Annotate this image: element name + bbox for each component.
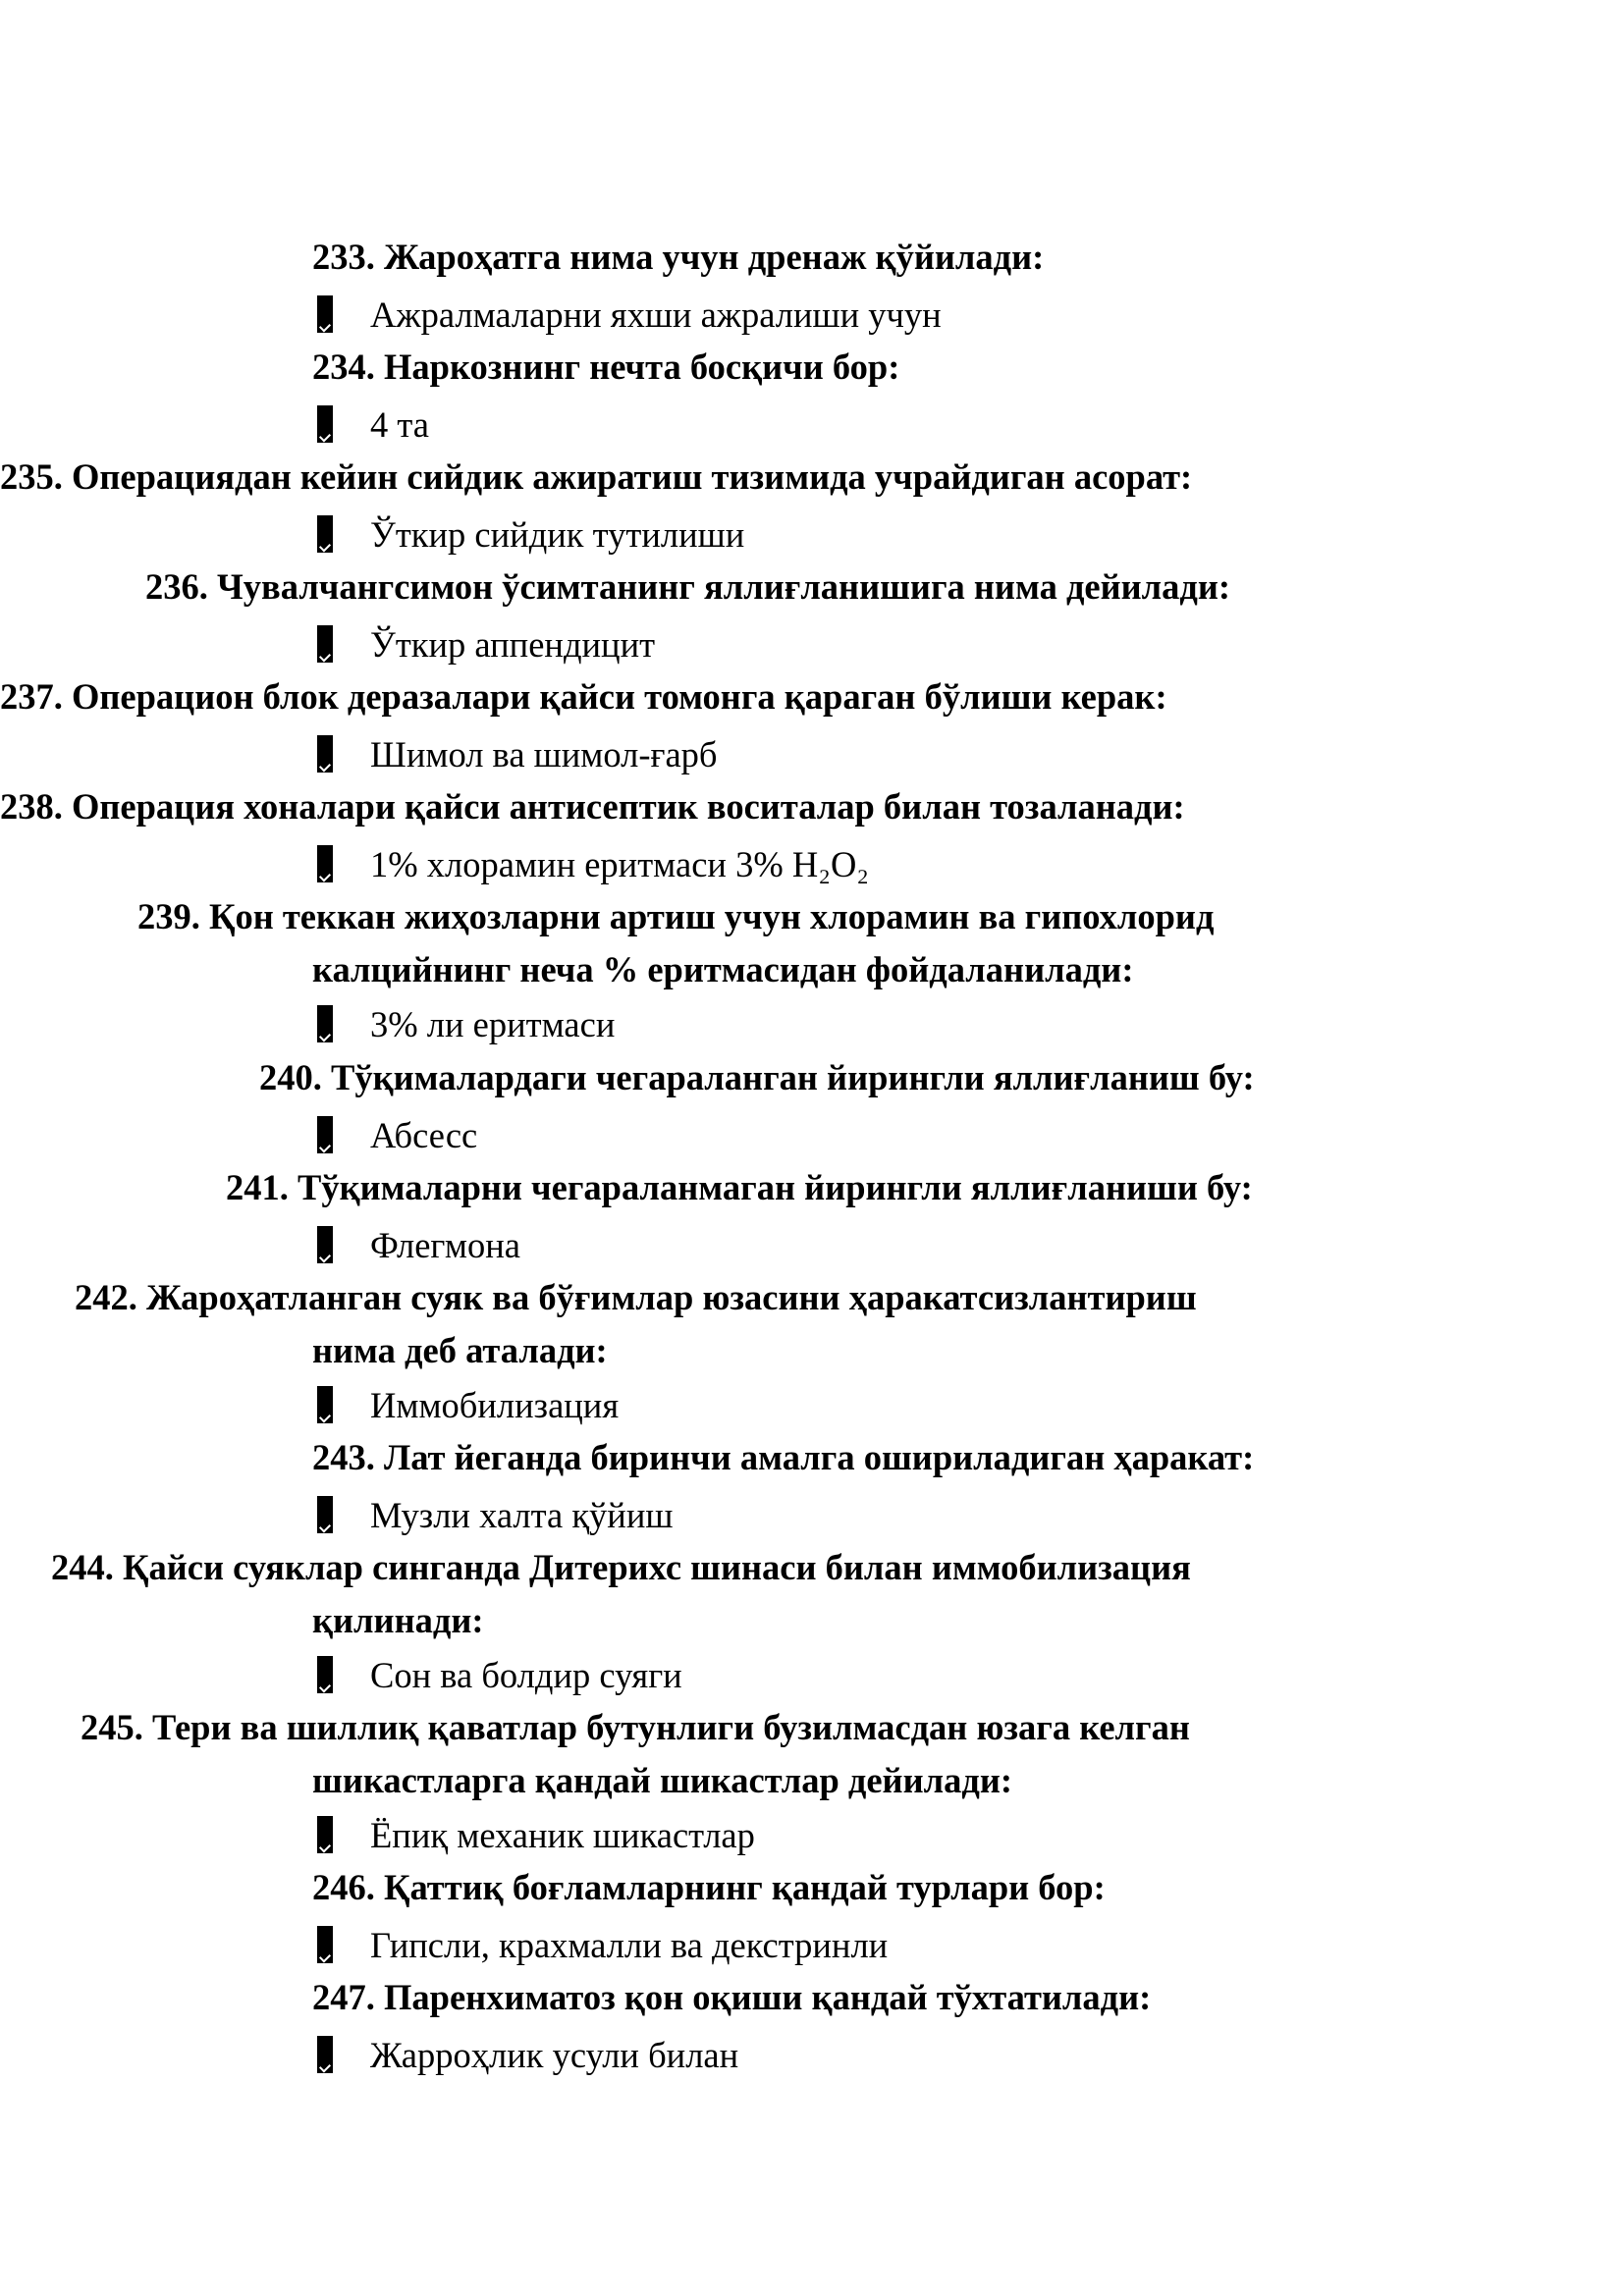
answer-236: Ўткир аппендицит [370, 624, 656, 665]
answer-233: Ажралмаларни яхши ажралиши учун [370, 294, 942, 335]
question-233: 233. Жароҳатга нима учун дренаж қўйилади: [312, 237, 1045, 277]
answer-242: Иммобилизация [370, 1385, 620, 1425]
question-239-line-2: калцийнинг неча % еритмасидан фойдаланилади: [312, 949, 1134, 989]
question-240: 240. Тўқималардаги чегараланган йирингли яллиғланиш бу: [259, 1057, 1255, 1097]
answer-234: 4 та [370, 404, 429, 445]
checkbox-bullet-icon [317, 1116, 333, 1153]
answer-244: Сон ва болдир суяги [370, 1655, 682, 1695]
question-245-line-2: шикастларга қандай шикастлар дейилади: [312, 1760, 1012, 1800]
checkbox-bullet-icon [317, 2036, 333, 2073]
question-244-line-1: 244. Қайси суяклар синганда Дитерихс шинаси билан иммобилизация [51, 1547, 1191, 1587]
question-247: 247. Паренхиматоз қон оқиши қандай тўхтатилади: [312, 1977, 1152, 2017]
question-243: 243. Лат йеганда биринчи амалга ошириладиган ҳаракат: [312, 1437, 1255, 1477]
checkbox-bullet-icon [317, 1816, 333, 1853]
answer-237: Шимол ва шимол-ғарб [370, 734, 718, 774]
checkbox-bullet-icon [317, 1386, 333, 1423]
checkbox-bullet-icon [317, 1005, 333, 1042]
question-242-line-1: 242. Жароҳатланган суяк ва бўғимлар юзасини ҳаракатсизлантириш [75, 1277, 1197, 1317]
question-238: 238. Операция хоналари қайси антисептик воситалар билан тозаланади: [0, 786, 1185, 827]
question-234: 234. Наркознинг нечта босқичи бор: [312, 347, 900, 387]
checkbox-bullet-icon [317, 1226, 333, 1263]
checkbox-bullet-icon [317, 1496, 333, 1533]
question-239-line-1: 239. Қон теккан жиҳозларни артиш учун хлорамин ва гипохлорид [137, 896, 1215, 936]
checkbox-bullet-icon [317, 1926, 333, 1963]
checkbox-bullet-icon [317, 295, 333, 333]
answer-238: 1% хлорамин еритмаси 3% H₂O₂ [370, 844, 870, 884]
answer-245: Ёпиқ механик шикастлар [370, 1815, 755, 1855]
question-246: 246. Қаттиқ боғламларнинг қандай турлари бор: [312, 1867, 1106, 1907]
checkbox-bullet-icon [317, 845, 333, 882]
question-236: 236. Чувалчангсимон ўсимтанинг яллиғланишига нима дейилади: [145, 566, 1231, 607]
question-245-line-1: 245. Тери ва шиллиқ қаватлар бутунлиги бузилмасдан юзага келган [81, 1707, 1190, 1747]
checkbox-bullet-icon [317, 625, 333, 663]
question-235: 235. Операциядан кейин сийдик ажиратиш тизимида учрайдиган асорат: [0, 456, 1193, 497]
checkbox-bullet-icon [317, 405, 333, 443]
answer-241: Флегмона [370, 1225, 521, 1265]
question-244-line-2: қилинади: [312, 1600, 484, 1640]
answer-243: Музли халта қўйиш [370, 1495, 674, 1535]
checkbox-bullet-icon [317, 515, 333, 553]
question-237: 237. Операцион блок деразалари қайси томонга қараган бўлиши керак: [0, 676, 1167, 717]
checkbox-bullet-icon [317, 735, 333, 773]
question-241: 241. Тўқималарни чегараланмаган йирингли яллиғланиши бу: [226, 1167, 1253, 1207]
answer-247: Жарроҳлик усули билан [370, 2035, 739, 2075]
checkbox-bullet-icon [317, 1656, 333, 1693]
answer-239: 3% ли еритмаси [370, 1004, 616, 1044]
answer-246: Гипсли, крахмалли ва декстринли [370, 1925, 889, 1965]
answer-235: Ўткир сийдик тутилиши [370, 514, 745, 555]
answer-240: Абсесс [370, 1115, 478, 1155]
question-242-line-2: нима деб аталади: [312, 1330, 608, 1370]
